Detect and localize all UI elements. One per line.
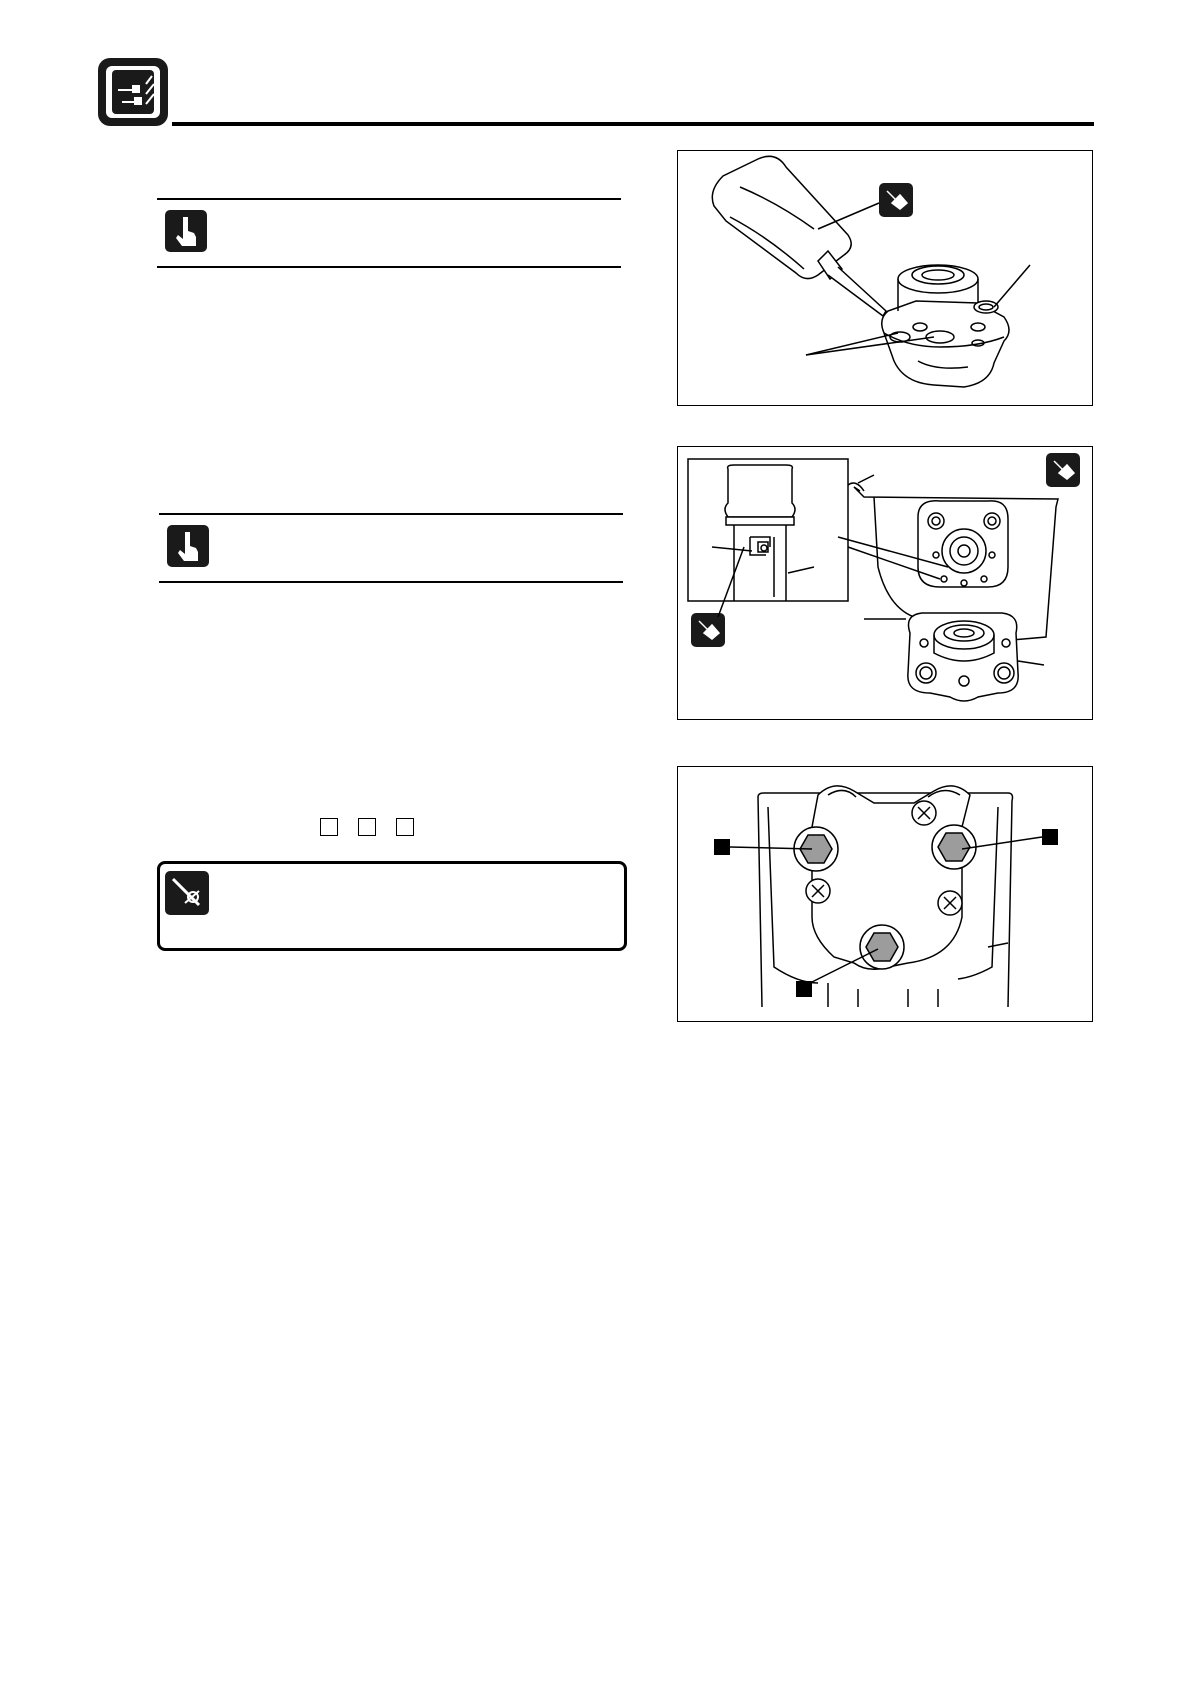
torque-wrench-icon — [165, 871, 209, 915]
oil-can-icon — [879, 183, 913, 217]
pump-cover-lower — [908, 613, 1018, 701]
black-square-marker — [714, 839, 730, 855]
note-box-1 — [157, 198, 621, 268]
figure-bolt-tightening — [677, 766, 1093, 1022]
figure-pump-cover-installation — [677, 446, 1093, 720]
engine-chapter-icon — [98, 58, 168, 126]
pump-housing — [882, 265, 1009, 387]
bolt-bottom — [860, 925, 904, 969]
black-square-marker — [796, 981, 812, 997]
sequence-box-1 — [320, 818, 338, 836]
screw-top — [912, 801, 936, 825]
figure-oil-application — [677, 150, 1093, 406]
screw-right — [938, 891, 962, 915]
pump-cover-upper — [918, 501, 1008, 587]
sequence-box-3 — [396, 818, 414, 836]
header-rule — [172, 122, 1094, 126]
pointing-hand-icon — [167, 525, 209, 567]
bolt-right — [932, 825, 976, 869]
pointing-hand-icon — [165, 210, 207, 252]
oil-bottle — [712, 156, 886, 316]
oil-can-icon — [691, 613, 725, 647]
inset-detail — [688, 459, 848, 601]
oil-can-icon — [1046, 453, 1080, 487]
torque-spec-box — [157, 861, 627, 951]
black-square-marker — [1042, 829, 1058, 845]
note-box-2 — [159, 513, 623, 583]
sequence-box-2 — [358, 818, 376, 836]
screw-left — [806, 879, 830, 903]
